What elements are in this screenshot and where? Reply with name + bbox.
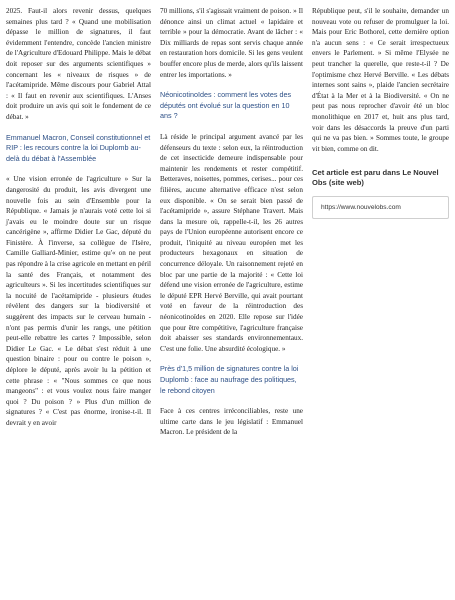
- article-paragraph: République peut, s'il le souhaite, demander un nouveau vote ou refuser de promulguer la loi. Mais pour Eric Bothorel, cette dernière option n'a aucun sens : « Ce serait irrespectueux envers le Parlement. » Si même l'Elysée ne peut trancher la querelle, que reste-t-il ? De l'optimisme chez Hervé Berville. « Les débats internes sont sains », plaide l'ancien secrétaire d'État à la Mer et à la Biodiversité. « On ne peut pas nous reprocher d'avoir été un bloc monolithique en 2017 et, huit ans plus tard, voir dans les désaccords la preuve d'un parti qui ne va pas bien. » Sommes toute, le groupe vit bien, comme on dit.: [312, 7, 449, 153]
- article-column-2: [160, 6, 303, 448]
- article-subheading-link[interactable]: Emmanuel Macron, Conseil constitutionnel et RIP : les recours contre la loi Duplomb au-delà du débat à l'Assemblée: [6, 132, 151, 163]
- article-paragraph: 70 millions, s'il s'agissait vraiment de poison. » Il dénonce ainsi un climat actuel « lapidaire et terrible » pour la démocratie. Avant de lâcher : « Dix milliards de repas sont servis chaque année en restauration hors domicile. Si les gens veulent bouffer encore plus de merde, alors qu'ils laissent entrer les importations. »: [160, 7, 303, 79]
- article-column-1: [6, 6, 151, 439]
- article-paragraph: 2025. Faut-il alors revenir dessus, quelques semaines plus tard ? « Quand une mobilisation dépasse le million de signatures, il faut évidemment l'entendre, concède l'ancien ministre de l'Agriculture d'Edouard Philippe. Mais le débat doit reposer sur des arguments scientifiques » concernant les « niveaux de risques » de l'acétamipride. Même discours pour Gabriel Attal : « Il faut en revenir aux scientifiques. L'Anses doit produire un avis qui soit le fondement de ce débat. »: [6, 7, 151, 121]
- article-paragraph: Là réside le principal argument avancé par les défenseurs du texte : selon eux, la réintroduction de cet insecticide demeure indispensable pour maintenir les rendements et rester compétitif. Betteraves, noisettes, pommes, cerises... pour ces filières, aucune alternative efficace n'est selon eux disponible. « On se serait bien passé de l'acétamipride », assure Stéphane Travert. Mais dans la mesure où, rappelle-t-il, les 26 autres pays de l'Union européenne autorisent encore ce produit, l'iniquité au niveau européen met les producteurs hexagonaux en situation de concurrence déloyale. Un raisonnement rejeté en bloc par une partie de la majorité : « Cette loi défend une vision erronée de l'agriculture, estime le député EPR Hervé Berville, qui avait pourtant voté en faveur de la réintroduction des néonicotinoïdes en 2020. Elle repose sur l'idée que pour être compétitive, l'agriculture française doit abaisser ses standards environnementaux. C'est une folie. Une absurdité écologique. »: [160, 132, 303, 353]
- article-paragraph: Face à ces centres irréconciliables, reste une ultime carte dans le jeu législatif : Emmanuel Macron. Le président de la: [160, 407, 303, 437]
- article-paragraph: « Une vision erronée de l'agriculture » Sur la dangerosité du produit, les avis divergent une nouvelle fois au sein d'Ensemble pour la République. « Jamais je n'aurais voté cette loi si j'avais eu le moindre doute sur un risque cancérigène », affirme Didier Le Gac, député du Finistère. À l'inverse, sa collègue de l'Isère, Camille Galliard-Minier, estime qu'« on ne peut pas répondre à la crise agricole en mettant en péril la santé des Français, et notamment des agriculteurs ». Si les incertitudes scientifiques sur la nocuité de l'acétamipride - plusieurs études révèlent des dangers sur la biodiversité et suggèrent des impacts sur le cerveau humain - n'ont pas permis d'unir les rangs, une pétition peut-elle rebattre les cartes ? Impossible, selon Didier Le Gac. « Le débat s'est réduit à une question binaire : pour ou contre le poison », déplore le député, après avoir lu la pétition et cette phrase : « "Nous sommes ce que nous mangeons" : et vous voulez nous faire manger quoi ? Du poison ? » Plus d'un million de signatures ? « C'est pas énorme, ironise-t-il. Il devrait y en avoir: [6, 175, 151, 427]
- article-column-3-body: [312, 6, 449, 154]
- source-card-title: Cet article est paru dans Le Nouvel Obs (site web): [312, 168, 439, 188]
- article-subheading-link[interactable]: Néonicotinoïdes : comment les votes des députés ont évolué sur la question en 10 ans ?: [160, 90, 292, 121]
- article-column-3: [312, 6, 449, 219]
- article-subheading-link[interactable]: Près d'1,5 million de signatures contre la loi Duplomb : face au naufrage des politiques, le rebond citoyen: [160, 364, 299, 395]
- source-link[interactable]: https://www.nouvelobs.com: [312, 196, 449, 219]
